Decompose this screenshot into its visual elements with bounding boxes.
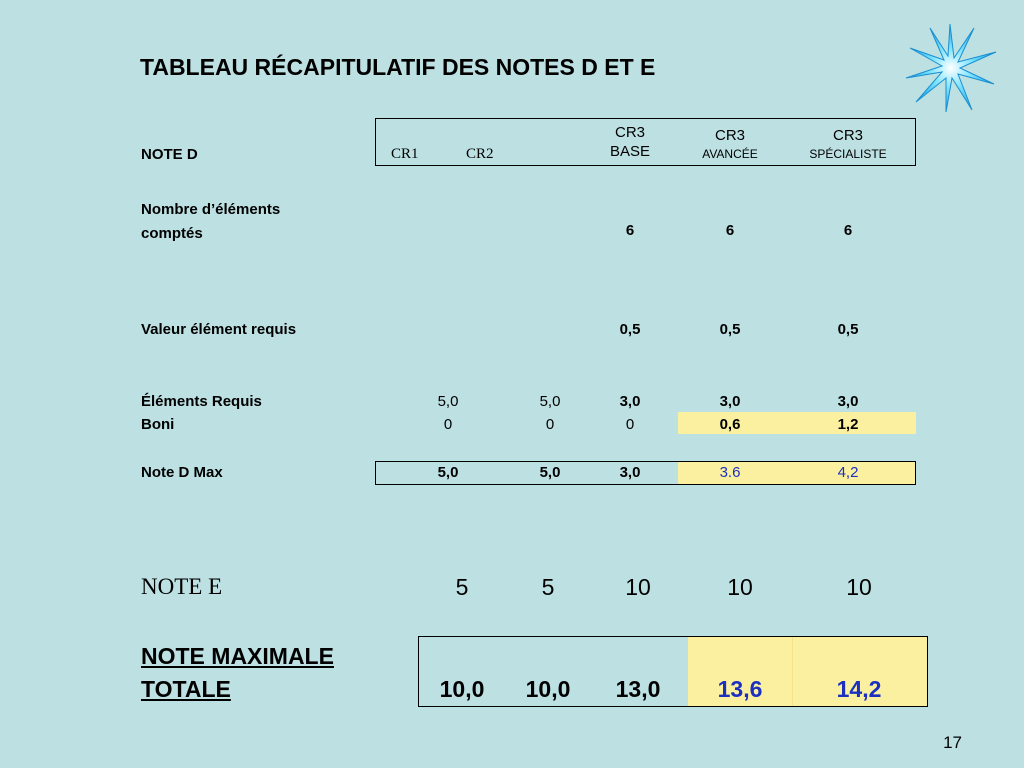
- total-label: [141, 640, 334, 706]
- valeur-cr3-avancee: 0,5: [719, 321, 741, 338]
- valeur-cr3-specialiste: 0,5: [837, 321, 859, 338]
- total-cr3-specialiste: 14,2: [836, 676, 882, 702]
- header-cr3-avancee-line2: AVANCÉE: [702, 147, 758, 161]
- page-number: 17: [943, 733, 962, 752]
- row-requis-label: Éléments Requis: [141, 393, 262, 410]
- total-label-line2: TOTALE: [141, 676, 231, 702]
- page-title: TABLEAU RÉCAPITULATIF DES NOTES D ET E: [140, 54, 656, 80]
- header-cr2: CR2: [466, 146, 494, 162]
- nombre-cr3-specialiste: 6: [843, 222, 853, 239]
- max-cr3-base: 3,0: [619, 464, 641, 481]
- row-max-label: Note D Max: [141, 464, 223, 481]
- requis-cr1: 5,0: [437, 393, 459, 410]
- header-cr3-specialiste-line2: SPÉCIALISTE: [809, 147, 887, 161]
- note-e-cr1: 5: [455, 574, 469, 600]
- header-cr3-base-line1: CR3: [614, 124, 645, 141]
- max-cr3-specialiste: 4,2: [837, 464, 859, 481]
- boni-cr3-specialiste: 1,2: [837, 416, 859, 433]
- boni-cr3-avancee: 0,6: [719, 416, 741, 433]
- header-cr3-base: [580, 123, 680, 161]
- note-d-label: NOTE D: [141, 146, 198, 163]
- requis-cr3-avancee: 3,0: [719, 393, 741, 410]
- header-cr3-avancee: [680, 126, 780, 164]
- row-nombre-label-line1: Nombre d’éléments: [141, 201, 281, 218]
- header-cr3-specialiste-line1: CR3: [832, 127, 863, 144]
- header-cr1: CR1: [391, 146, 419, 162]
- header-cr3-specialiste: [784, 126, 912, 164]
- boni-cr3-base: 0: [625, 416, 635, 433]
- max-cr1: 5,0: [437, 464, 459, 481]
- note-e-label: NOTE E: [141, 574, 223, 599]
- total-cr2: 10,0: [525, 676, 571, 702]
- max-cr3-avancee: 3.6: [719, 464, 741, 481]
- max-cr2: 5,0: [539, 464, 561, 481]
- total-cr3-avancee: 13,6: [717, 676, 763, 702]
- note-e-cr2: 5: [541, 574, 555, 600]
- header-cr3-base-line2: BASE: [609, 143, 651, 160]
- row-valeur-label: Valeur élément requis: [141, 321, 297, 338]
- nombre-cr3-avancee: 6: [725, 222, 735, 239]
- row-nombre-label-line2: comptés: [141, 225, 203, 242]
- total-cr1: 10,0: [439, 676, 485, 702]
- row-boni-label: Boni: [141, 416, 175, 433]
- requis-cr3-specialiste: 3,0: [837, 393, 859, 410]
- boni-cr1: 0: [443, 416, 453, 433]
- note-e-cr3-avancee: 10: [727, 574, 753, 600]
- requis-cr2: 5,0: [539, 393, 561, 410]
- row-nombre-label: [141, 198, 280, 246]
- valeur-cr3-base: 0,5: [619, 321, 641, 338]
- nombre-cr3-base: 6: [625, 222, 635, 239]
- note-e-cr3-specialiste: 10: [846, 574, 872, 600]
- boni-cr2: 0: [545, 416, 555, 433]
- note-e-cr3-base: 10: [625, 574, 651, 600]
- requis-cr3-base: 3,0: [619, 393, 641, 410]
- header-cr3-avancee-line1: CR3: [714, 127, 745, 144]
- total-label-line1: NOTE MAXIMALE: [141, 643, 334, 669]
- total-cr3-base: 13,0: [615, 676, 661, 702]
- star-icon: [902, 22, 998, 114]
